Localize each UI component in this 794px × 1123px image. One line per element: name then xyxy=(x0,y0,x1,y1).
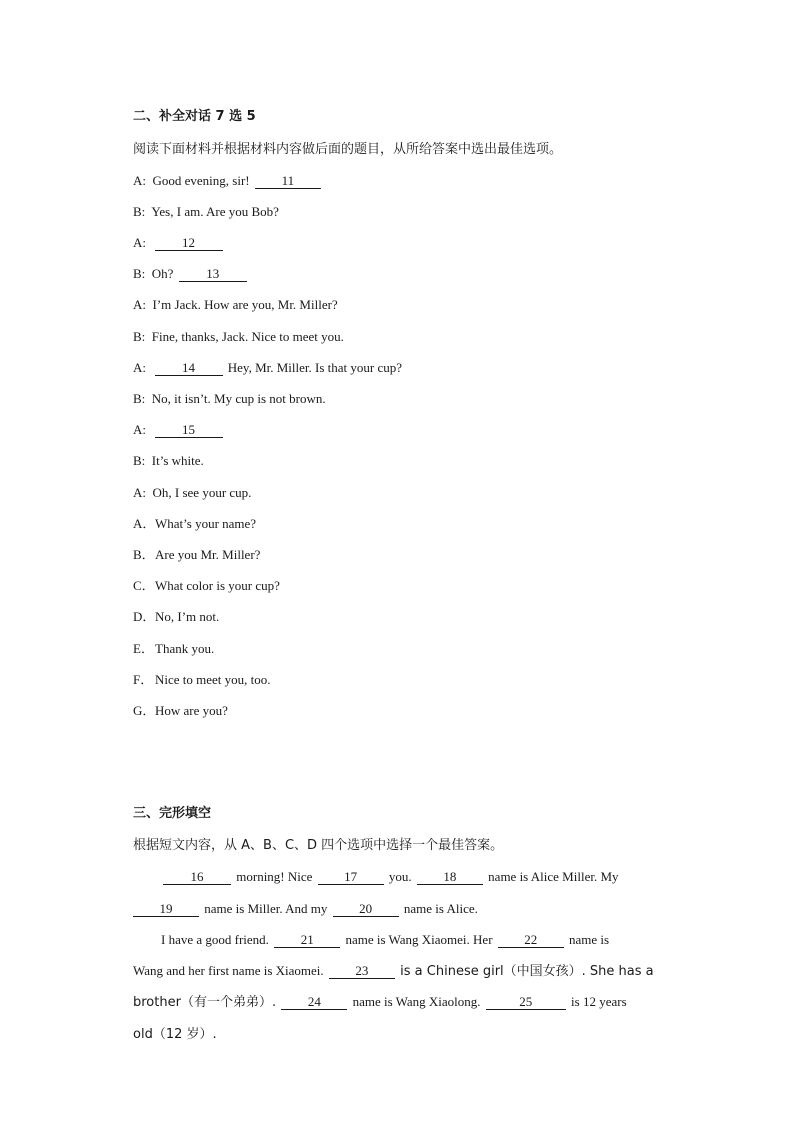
option-d[interactable]: D．No, I’m not. xyxy=(133,609,220,624)
blank-14[interactable]: 14 xyxy=(155,361,223,376)
section-3-title: 三、完形填空 xyxy=(133,806,212,821)
blank-20[interactable]: 20 xyxy=(333,902,399,917)
passage-line: Wang and her first name is Xiaomei. 23 is a Chinese girl（中国女孩）. She has a xyxy=(133,963,654,979)
blank-11[interactable]: 11 xyxy=(255,174,321,189)
dialogue-line: A: Oh, I see your cup. xyxy=(133,485,252,500)
passage-line: 16 morning! Nice 17 you. 18 name is Alice Miller. My xyxy=(133,868,664,885)
blank-13[interactable]: 13 xyxy=(179,267,247,282)
section-2-instruction: 阅读下面材料并根据材料内容做后面的题目，从所给答案中选出最佳选项。 xyxy=(133,142,563,157)
blank-15[interactable]: 15 xyxy=(155,423,223,438)
dialogue-line: A: 12 xyxy=(133,234,664,251)
option-g[interactable]: G．How are you? xyxy=(133,703,228,718)
blank-23[interactable]: 23 xyxy=(329,964,395,979)
blank-17[interactable]: 17 xyxy=(318,870,384,885)
blank-18[interactable]: 18 xyxy=(417,870,483,885)
blank-19[interactable]: 19 xyxy=(133,902,199,917)
blank-25[interactable]: 25 xyxy=(486,995,566,1010)
dialogue-line: A: 14 Hey, Mr. Miller. Is that your cup? xyxy=(133,360,403,375)
passage-line: brother（有一个弟弟）. 24 name is Wang Xiaolong. 25 is 12 years xyxy=(133,994,627,1010)
dialogue-line: B: It’s white. xyxy=(133,453,204,468)
blank-21[interactable]: 21 xyxy=(274,933,340,948)
dialogue-line: B: No, it isn’t. My cup is not brown. xyxy=(133,391,326,406)
option-e[interactable]: E．Thank you. xyxy=(133,641,215,656)
blank-22[interactable]: 22 xyxy=(498,933,564,948)
blank-24[interactable]: 24 xyxy=(281,995,347,1010)
dialogue-line: A: 15 xyxy=(133,421,664,438)
option-a[interactable]: A．What’s your name? xyxy=(133,516,257,531)
dialogue-line: A: Good evening, sir! 11 xyxy=(133,172,664,189)
blank-12[interactable]: 12 xyxy=(155,236,223,251)
option-f[interactable]: F． Nice to meet you, too. xyxy=(133,672,271,687)
dialogue-line: B: Oh? 13 xyxy=(133,265,664,282)
section-2-title: 二、补全对话 7 选 5 xyxy=(133,109,256,124)
passage-line: 19 name is Miller. And my 20 name is Alice. xyxy=(133,900,664,917)
option-c[interactable]: C．What color is your cup? xyxy=(133,578,280,593)
dialogue-line: B: Fine, thanks, Jack. Nice to meet you. xyxy=(133,329,344,344)
passage-line: old（12 岁）. xyxy=(133,1027,217,1042)
option-b[interactable]: B．Are you Mr. Miller? xyxy=(133,547,261,562)
blank-16[interactable]: 16 xyxy=(163,870,231,885)
passage-line: I have a good friend. 21 name is Wang Xiaomei. Her 22 name is xyxy=(161,932,610,947)
dialogue-line: A: I’m Jack. How are you, Mr. Miller? xyxy=(133,297,338,312)
dialogue-line: B: Yes, I am. Are you Bob? xyxy=(133,204,279,219)
section-3-instruction: 根据短文内容，从 A、B、C、D 四个选项中选择一个最佳答案。 xyxy=(133,838,504,853)
